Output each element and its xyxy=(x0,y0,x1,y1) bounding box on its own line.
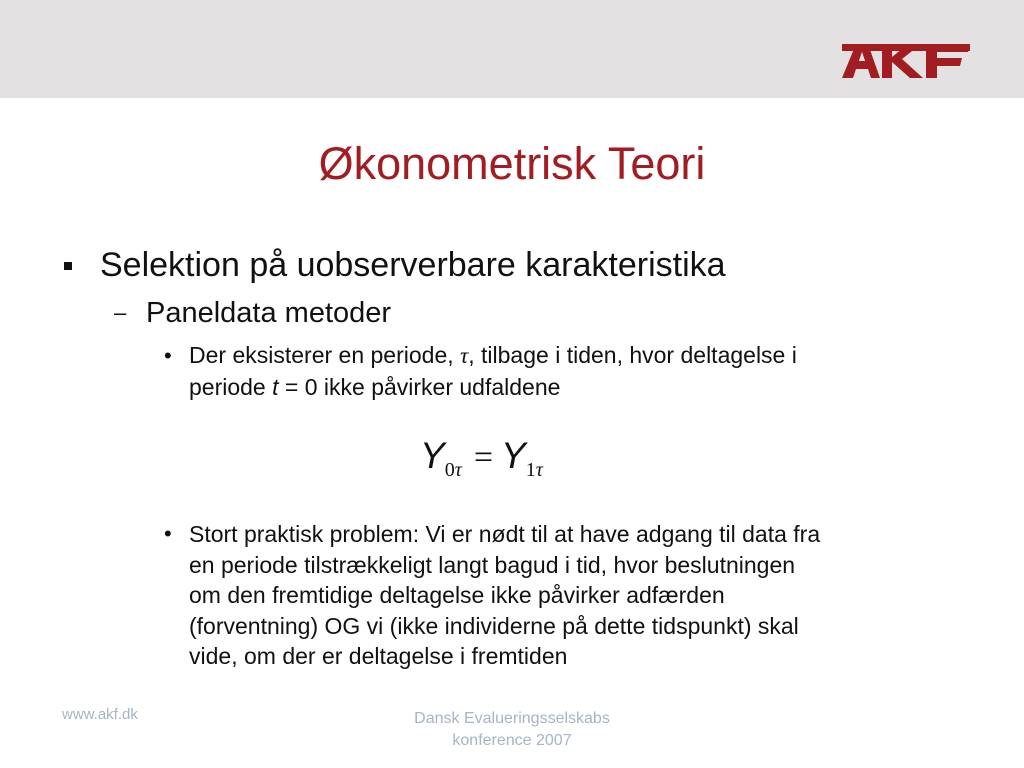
conference-line: konference 2007 xyxy=(452,732,572,749)
text-span: Der eksisterer en periode, xyxy=(189,342,461,368)
text-line: (forventning) OG vi (ikke individerne på dette tidspunkt) skal xyxy=(189,612,799,639)
text-line: en periode tilstrækkeligt langt bagud i tid, hvor beslutningen xyxy=(189,551,796,578)
subscript-number: 0 xyxy=(444,459,455,481)
text-span: periode xyxy=(189,373,273,400)
bullet-level2: Paneldata metoder xyxy=(146,297,392,329)
dot-bullet-icon: • xyxy=(164,343,172,368)
square-bullet-icon xyxy=(64,262,72,270)
conference-line: Dansk Evalueringsselskabs xyxy=(414,710,610,727)
equation-lhs-subscript xyxy=(445,459,462,481)
subscript-tau: τ xyxy=(454,459,462,481)
text-span: = 0 ikke påvirker udfaldene xyxy=(278,373,561,400)
t-variable: t xyxy=(272,373,279,400)
bullet-level3-item xyxy=(189,519,979,672)
bullet-level3-item xyxy=(189,340,979,402)
equation-lhs-variable: Y xyxy=(420,435,445,476)
subscript-number: 1 xyxy=(525,459,536,481)
dash-bullet-icon: – xyxy=(114,300,127,325)
equation xyxy=(420,435,543,495)
subscript-tau: τ xyxy=(535,459,543,481)
text-span: , tilbage i tiden, hvor deltagelse i xyxy=(468,342,797,368)
dot-bullet-icon: • xyxy=(164,521,172,546)
bullet-level1: Selektion på uobserverbare karakteristika xyxy=(100,246,726,284)
footer-conference xyxy=(352,708,672,752)
text-line: Stort praktisk problem: Vi er nødt til at have adgang til data fra xyxy=(189,521,821,547)
slide-title: Økonometrisk Teori xyxy=(318,138,706,189)
equation-rhs-variable: Y xyxy=(501,435,526,476)
tau-symbol: τ xyxy=(460,343,469,368)
text-line: vide, om der er deltagelse i fremtiden xyxy=(189,643,568,669)
equation-rhs-subscript xyxy=(526,459,543,481)
footer-website: www.akf.dk xyxy=(62,706,138,723)
text-line: om den fremtidige deltagelse ikke påvirker adfærden xyxy=(189,582,725,608)
equation-operator: = xyxy=(473,439,494,476)
